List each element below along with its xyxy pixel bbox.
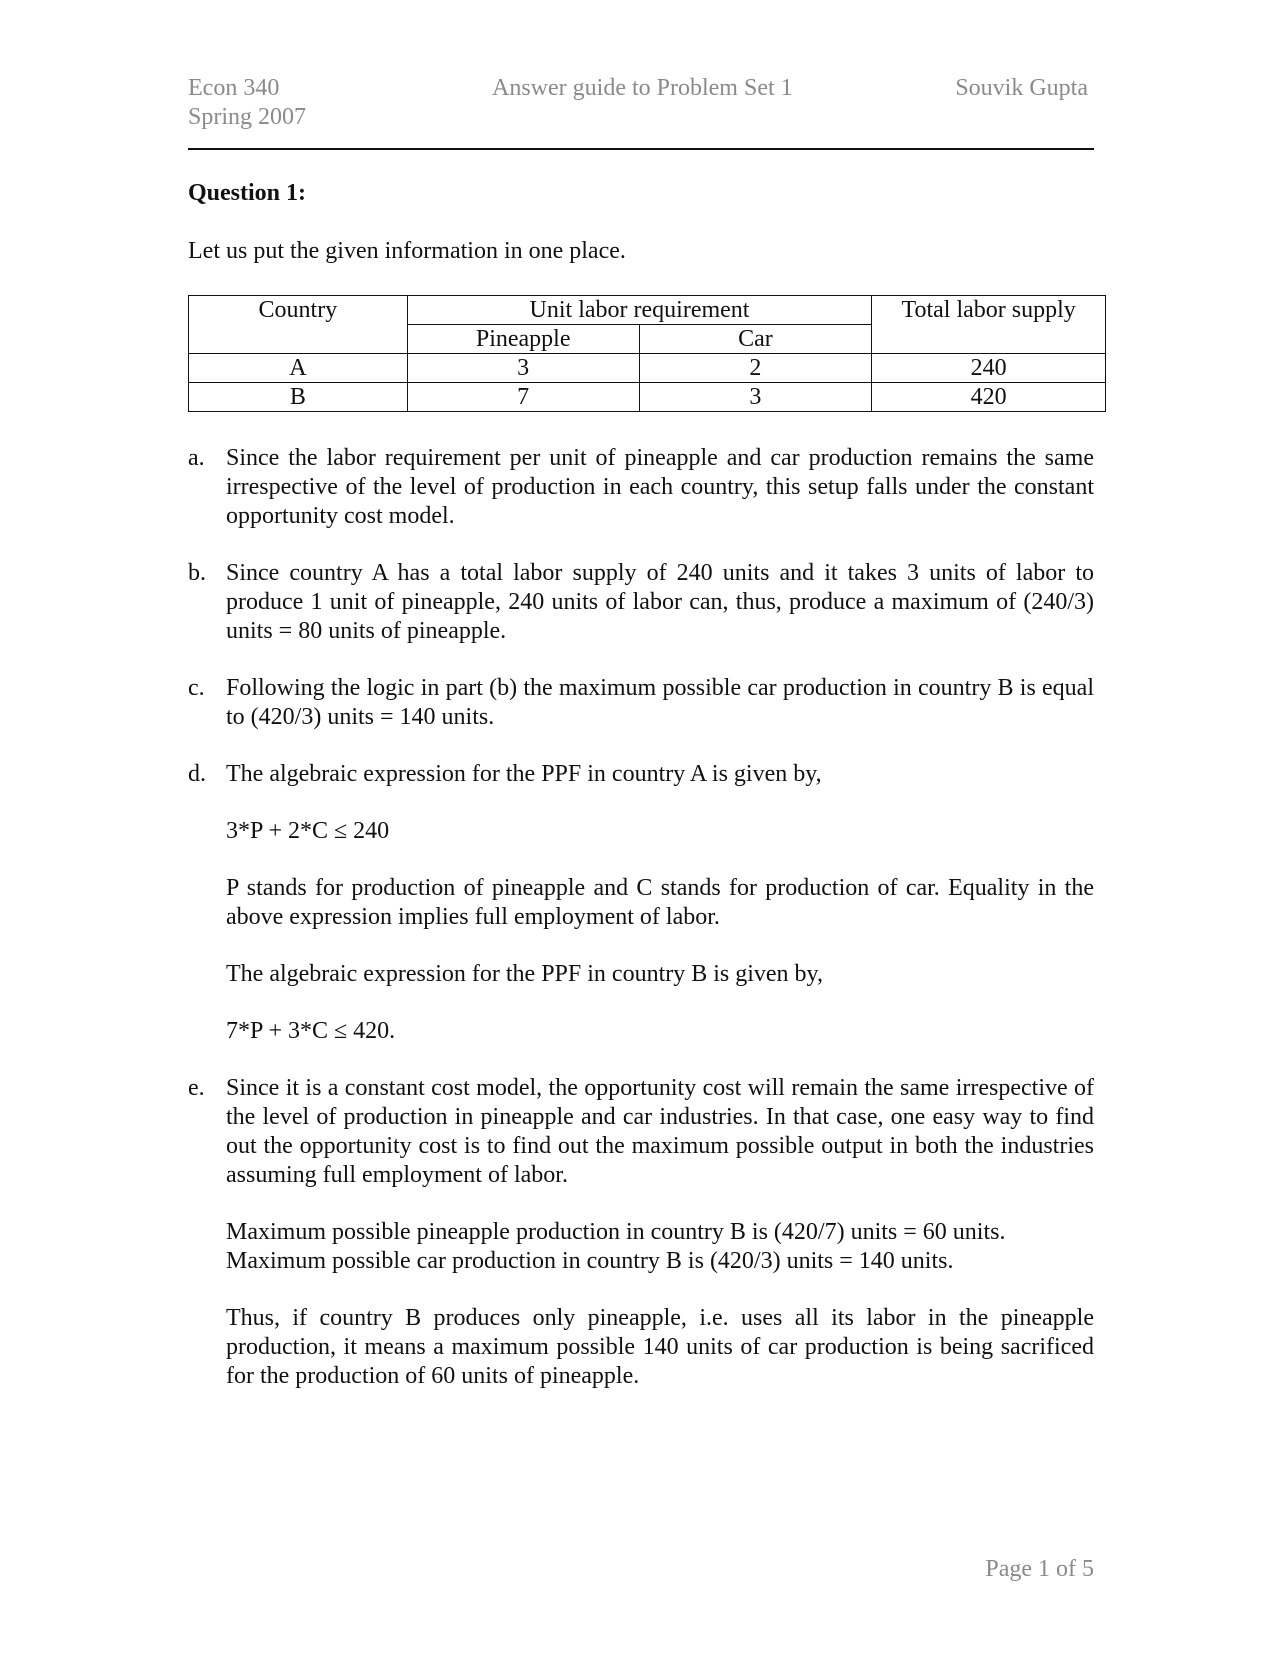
document-page: [188, 0, 1094, 1656]
header-total-labor: Total labor supply: [872, 296, 1106, 354]
header-unit-labor: Unit labor requirement: [407, 296, 871, 325]
course-term: Spring 2007: [188, 104, 307, 130]
cell-country: A: [189, 354, 408, 383]
answer-paragraph: Following the logic in part (b) the maximum possible car production in country B is equal to (420/3) units = 140 units.: [226, 675, 1094, 730]
ppf-equation-a: 3*P + 2*C ≤ 240: [226, 818, 390, 844]
table-header-row: [189, 296, 1106, 325]
cell-car: 2: [639, 354, 872, 383]
document-title: Answer guide to Problem Set 1: [492, 75, 793, 101]
labor-table: [188, 295, 1106, 412]
item-marker: a.: [188, 445, 205, 471]
answer-paragraph: Since country A has a total labor supply of 240 units and it takes 3 units of labor to produce 1 unit of pineapple, 240 units of labor can, thus, produce a maximum of (240/3) units = 80 units of pineapple.: [226, 560, 1094, 644]
header-divider: [188, 148, 1094, 150]
answer-paragraph: Since it is a constant cost model, the opportunity cost will remain the same irrespective of the level of production in pineapple and car industries. In that case, one easy way to find out the opportunity cost is to find out the maximum possible output in both the industries assuming full employment of labor.: [226, 1075, 1094, 1188]
header-left: [188, 74, 306, 132]
max-pineapple-line: Maximum possible pineapple production in country B is (420/7) units = 60 units.: [226, 1219, 1006, 1245]
answer-paragraph: The algebraic expression for the PPF in country B is given by,: [226, 961, 823, 987]
item-marker: e.: [188, 1075, 205, 1101]
answer-item-d: [188, 760, 1094, 1046]
item-marker: c.: [188, 675, 205, 701]
cell-country: B: [189, 383, 408, 412]
answer-paragraph: P stands for production of pineapple and C stands for production of car. Equality in the above expression implies full employment of labor.: [226, 875, 1094, 930]
subheader-car: Car: [639, 325, 872, 354]
answer-paragraph: Since the labor requirement per unit of pineapple and car production remains the same irrespective of the level of production in each country, this setup falls under the constant opportunity cost model.: [226, 445, 1094, 529]
answer-item-a: [188, 444, 1094, 531]
cell-total: 420: [872, 383, 1106, 412]
author-name: Souvik Gupta: [955, 75, 1088, 101]
max-car-line: Maximum possible car production in country B is (420/3) units = 140 units.: [226, 1248, 954, 1274]
question-intro: Let us put the given information in one place.: [188, 238, 626, 264]
subheader-pineapple: Pineapple: [407, 325, 639, 354]
table-row: [189, 354, 1106, 383]
question-title: Question 1:: [188, 180, 307, 206]
answer-item-e: [188, 1074, 1094, 1391]
answer-item-b: [188, 559, 1094, 646]
ppf-equation-b: 7*P + 3*C ≤ 420.: [226, 1018, 396, 1044]
cell-pineapple: 3: [407, 354, 639, 383]
page-header: [188, 74, 1094, 134]
cell-car: 3: [639, 383, 872, 412]
answer-list: [188, 444, 1094, 1419]
cell-pineapple: 7: [407, 383, 639, 412]
answer-item-c: [188, 674, 1094, 732]
item-marker: d.: [188, 761, 206, 787]
answer-paragraph: The algebraic expression for the PPF in country A is given by,: [226, 761, 822, 787]
table-row: [189, 383, 1106, 412]
item-marker: b.: [188, 560, 206, 586]
page-number: Page 1 of 5: [985, 1556, 1094, 1582]
cell-total: 240: [872, 354, 1106, 383]
header-country: Country: [189, 296, 408, 354]
course-name: Econ 340: [188, 75, 280, 101]
answer-paragraph: Thus, if country B produces only pineapple, i.e. uses all its labor in the pineapple production, it means a maximum possible 140 units of car production is being sacrificed for the production of 60 units of pineapple.: [226, 1305, 1094, 1389]
